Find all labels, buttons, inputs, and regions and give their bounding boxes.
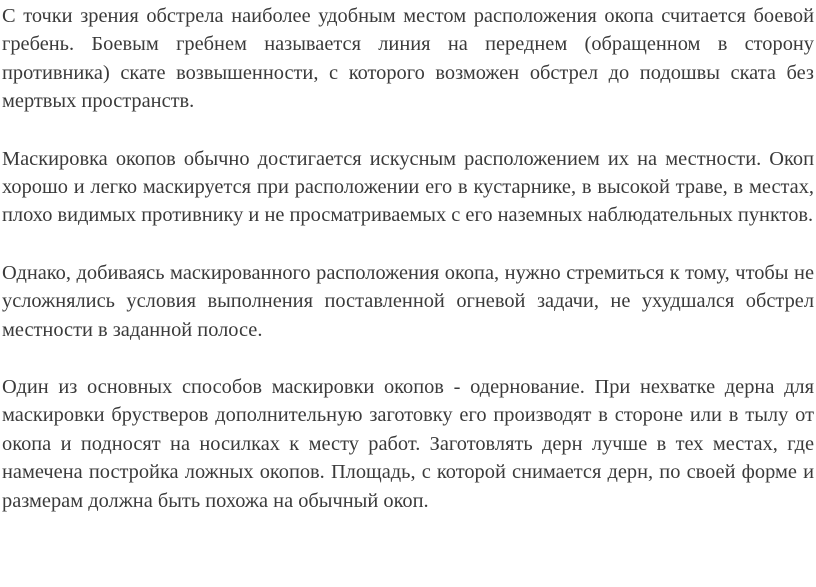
- paragraph-trench-camouflage: Маскировка окопов обычно достигается искусным расположением их на местности. Окоп хорошо и легко маскируется при расположении его в кустарнике, в высокой траве, в местах, плохо видимых противнику и не просматриваемых с его наземных наблюдательных пунктов.: [2, 147, 814, 227]
- paragraph-fire-task: Однако, добиваясь маскированного расположения окопа, нужно стремиться к тому, чтобы не усложнялись условия выполнения поставленной огневой задачи, не ухудшался обстрел местности в заданной полосе.: [2, 261, 814, 341]
- paragraph-combat-crest: С точки зрения обстрела наиболее удобным местом расположения окопа считается боевой гребень. Боевым гребнем называется линия на переднем (обращенном в сторону противника) скате возвышенности, с которого возможен обстрел до подошвы ската без мертвых пространств.: [2, 5, 814, 113]
- paragraph-sodding: Один из основных способов маскировки окопов - одернование. При нехватке дерна для маскировки брустверов дополнительную заготовку его производят в стороне или в тылу от окопа и подносят на носилках к месту работ. Заготовлять дерн лучше в тех местах, где намечена постройка ложных окопов. Площадь, с которой снимается дерн, по своей форме и размерам должна быть похожа на обычный окоп.: [2, 376, 814, 512]
